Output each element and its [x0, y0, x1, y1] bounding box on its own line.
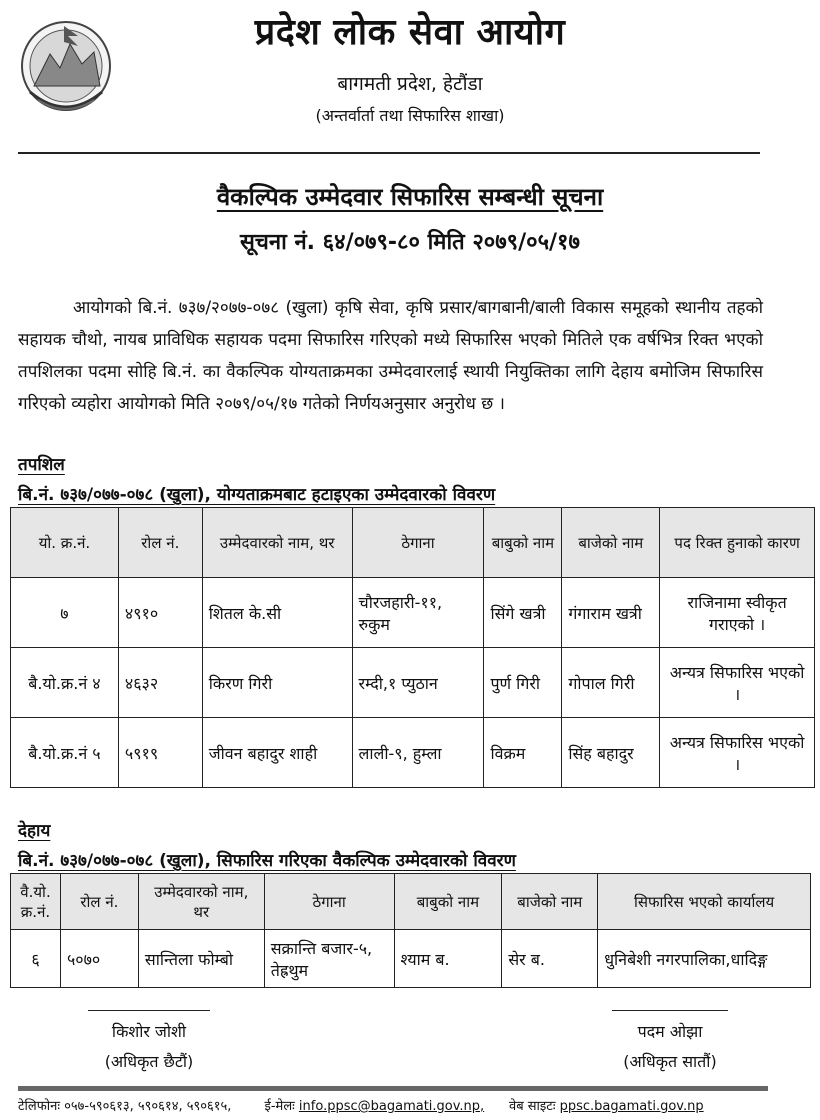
table-cell: राजिनामा स्वीकृत गराएको ।	[660, 578, 815, 648]
header-cell: सिफारिस भएको कार्यालय	[598, 874, 811, 930]
header-cell: रोल नं.	[60, 874, 138, 930]
table-row	[11, 930, 811, 988]
recommended-candidates-table	[10, 873, 811, 988]
table-cell: सिंह बहादुर	[562, 718, 660, 788]
footer-email-label: ई-मेलः	[264, 1099, 295, 1114]
table-cell: ५०७०	[60, 930, 138, 988]
notice-body: आयोगको बि.नं. ७३७/२०७७-०७८ (खुला) कृषि सेवा, कृषि प्रसार/बागबानी/बाली विकास समूहको स्थानीय तहको सहायक चौथो, नायब प्राविधिक सहायक पदमा सिफारिस गरिएको मध्ये सिफारिस भएको मितिले एक वर्षभित्र रिक्त भएको तपशिलका पदमा सोहि बि.नं. का वैकल्पिक योग्यताक्रमका उम्मेदवारलाई स्थायी नियुक्तिका लागि देहाय बमोजिम सिफारिस गरिएको व्यहोरा आयोगको मिति २०७९/०५/१७ गतेको निर्णयअनुसार अनुरोध छ ।	[18, 298, 763, 414]
table-cell: किरण गिरी	[202, 648, 352, 718]
table-cell: सान्तिला फोम्बो	[138, 930, 264, 988]
signatory-name-right: पदम ओझा	[637, 1022, 703, 1041]
footer-contact	[18, 1096, 704, 1114]
signature-line-right	[612, 1010, 728, 1011]
notice-title: वैकल्पिक उम्मेदवार सिफारिस सम्बन्धी सूचना	[216, 183, 604, 211]
header-divider	[18, 152, 760, 154]
table-cell: जीवन बहादुर शाही	[202, 718, 352, 788]
table-cell: अन्यत्र सिफारिस भएको ।	[660, 648, 815, 718]
table-cell: रम्दी,१ प्युठान	[352, 648, 484, 718]
table-cell: सेर ब.	[502, 930, 598, 988]
signatory-title-right: (अधिकृत सातौं)	[623, 1052, 717, 1071]
signature-line-left	[88, 1010, 210, 1011]
table-cell: श्याम ब.	[394, 930, 502, 988]
table-header-row	[11, 508, 815, 578]
table-cell: लाली-९, हुम्ला	[352, 718, 484, 788]
organization-province: बागमती प्रदेश, हेटौंडा	[337, 73, 483, 95]
footer-web-label: वेब साइटः	[508, 1099, 556, 1114]
header-cell: रोल नं.	[118, 508, 202, 578]
table-cell: गोपाल गिरी	[562, 648, 660, 718]
table-cell: विक्रम	[484, 718, 562, 788]
footer-email-link[interactable]: info.ppsc@bagamati.gov.np,	[298, 1099, 485, 1114]
header-cell: बाबुको नाम	[394, 874, 502, 930]
table-cell: ६	[11, 930, 61, 988]
table-cell: धुनिबेशी नगरपालिका,धादिङ्ग	[598, 930, 811, 988]
header-cell: बाजेको नाम	[502, 874, 598, 930]
table-cell: अन्यत्र सिफारिस भएको ।	[660, 718, 815, 788]
removed-candidates-table	[10, 507, 815, 788]
section-label-tapshil: तपशिल	[18, 455, 65, 475]
footer-web-link[interactable]: ppsc.bagamati.gov.np	[559, 1099, 704, 1114]
header-cell: बाजेको नाम	[562, 508, 660, 578]
table-cell: बै.यो.क्र.नं ५	[11, 718, 119, 788]
header-cell: ठेगाना	[352, 508, 484, 578]
table-header-row	[11, 874, 811, 930]
table-cell: बै.यो.क्र.नं ४	[11, 648, 119, 718]
table-row	[11, 718, 815, 788]
header-cell: उम्मेदवारको नाम, थर	[138, 874, 264, 930]
header-cell: ठेगाना	[264, 874, 394, 930]
notice-number: सूचना नं. ६४/०७९-८० मिति २०७९/०५/१७	[240, 230, 580, 255]
section-caption-recommended: बि.नं. ७३७/०७७-०७८ (खुला), सिफारिस गरिएका वैकल्पिक उम्मेदवारको विवरण	[18, 851, 516, 871]
header-cell: बाबुको नाम	[484, 508, 562, 578]
table-row	[11, 648, 815, 718]
table-cell: ७	[11, 578, 119, 648]
header-cell: उम्मेदवारको नाम, थर	[202, 508, 352, 578]
table-cell: पुर्ण गिरी	[484, 648, 562, 718]
footer-phone: टेलिफोनः ०५७-५९०६१३, ५९०६१४, ५९०६१५,	[18, 1099, 232, 1114]
table-cell: चौरजहारी-११, रुकुम	[352, 578, 484, 648]
table-cell: ४६३२	[118, 648, 202, 718]
table-row	[11, 578, 815, 648]
table-cell: गंगाराम खत्री	[562, 578, 660, 648]
signatory-title-left: (अधिकृत छैटौं)	[104, 1052, 194, 1071]
organization-title: प्रदेश लोक सेवा आयोग	[254, 12, 566, 53]
organization-department: (अन्तर्वार्ता तथा सिफारिस शाखा)	[315, 106, 505, 125]
header-cell: वै.यो. क्र.नं.	[11, 874, 61, 930]
header-cell: पद रिक्त हुनाको कारण	[660, 508, 815, 578]
table-cell: ४९१०	[118, 578, 202, 648]
table-cell: ५९१९	[118, 718, 202, 788]
table-cell: सक्रान्ति बजार-५, तेह्रथुम	[264, 930, 394, 988]
table-cell: सिंगे खत्री	[484, 578, 562, 648]
section-caption-removed: बि.नं. ७३७/०७७-०७८ (खुला), योग्यताक्रमबाट हटाइएका उम्मेदवारको विवरण	[18, 485, 496, 505]
table-cell: शितल के.सी	[202, 578, 352, 648]
footer-divider	[18, 1086, 768, 1091]
header-cell: यो. क्र.नं.	[11, 508, 119, 578]
signatory-name-left: किशोर जोशी	[111, 1022, 187, 1041]
section-label-dehay: देहाय	[18, 821, 51, 841]
